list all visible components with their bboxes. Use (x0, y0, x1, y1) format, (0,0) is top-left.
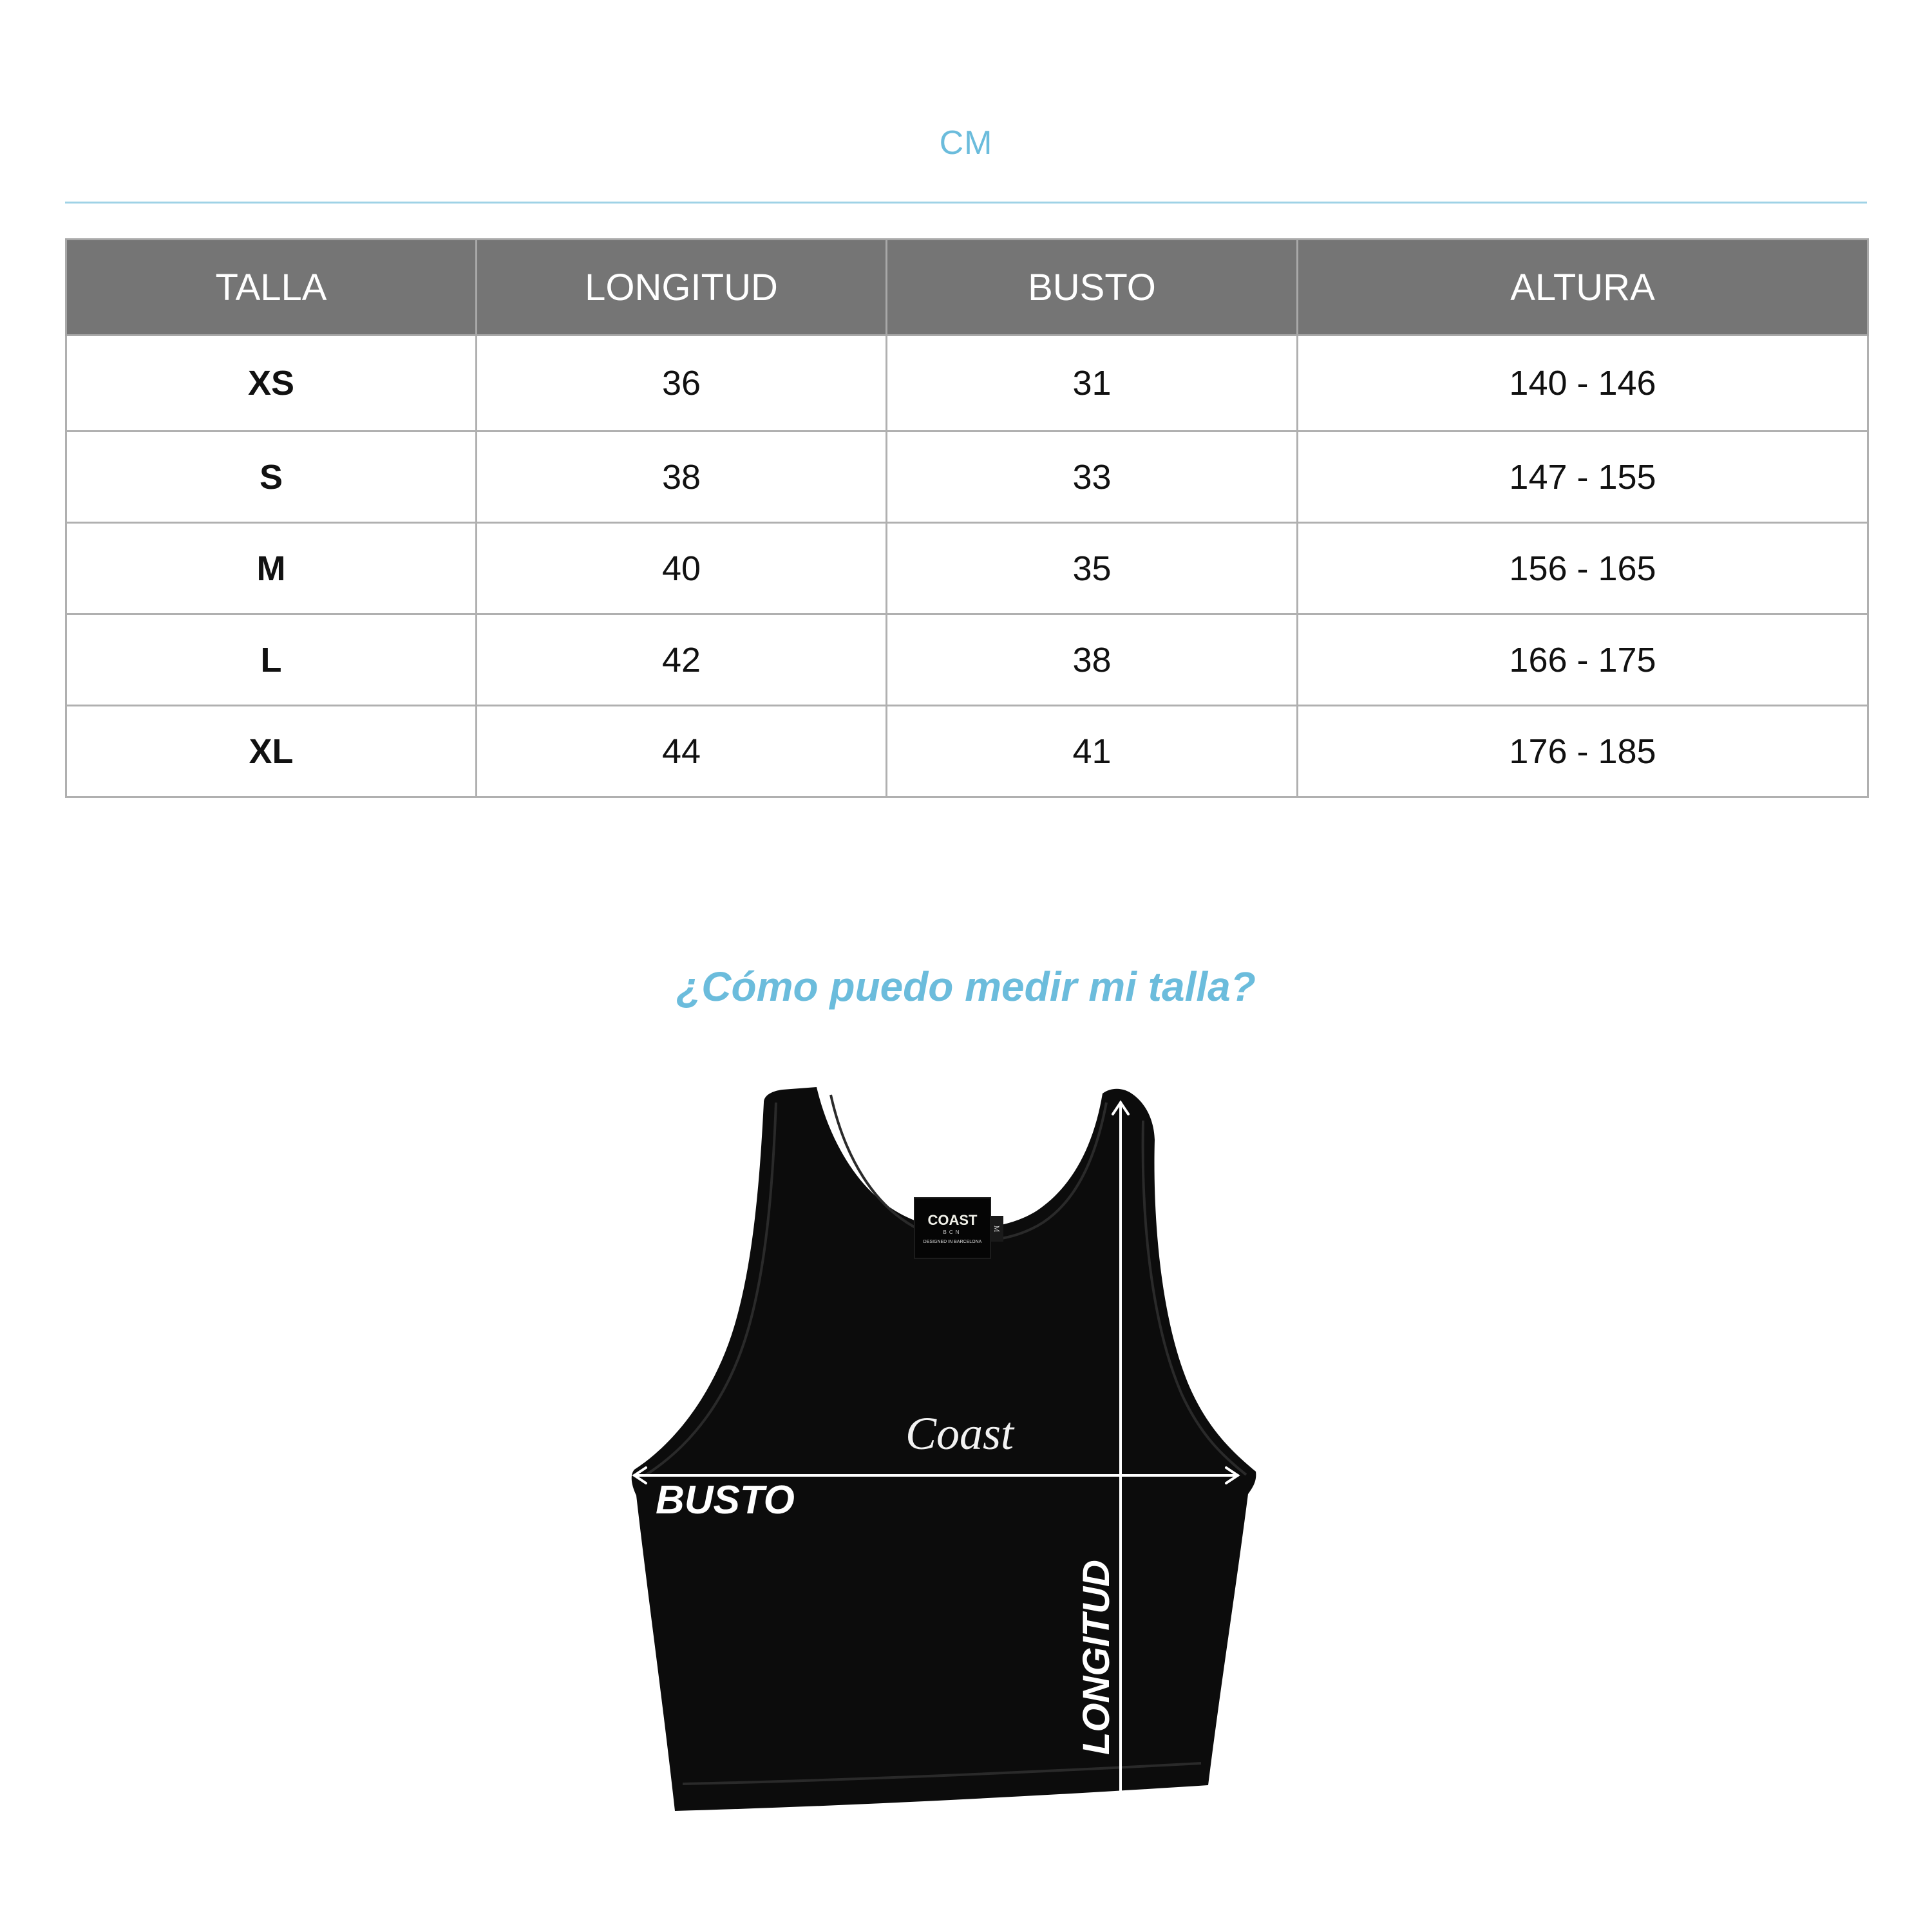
size-cell: XS (66, 336, 477, 431)
size-cell: S (66, 431, 477, 523)
label-sub: BCN (943, 1229, 962, 1235)
chest-logo: Coast (905, 1408, 1014, 1459)
busto-cell: 35 (887, 523, 1298, 614)
busto-label: BUSTO (656, 1478, 795, 1522)
label-tagline: DESIGNED IN BARCELONA (923, 1240, 982, 1244)
altura-cell: 140 - 146 (1298, 336, 1868, 431)
altura-cell: 147 - 155 (1298, 431, 1868, 523)
column-header-longitud: LONGITUD (477, 240, 887, 336)
altura-cell: 166 - 175 (1298, 614, 1868, 706)
busto-cell: 31 (887, 336, 1298, 431)
altura-cell: 156 - 165 (1298, 523, 1868, 614)
size-cell: XL (66, 706, 477, 797)
unit-title: CM (939, 124, 993, 162)
size-cell: M (66, 523, 477, 614)
size-cell: L (66, 614, 477, 706)
measure-guide-title: ¿Cómo puedo medir mi talla? (676, 963, 1256, 1010)
longitud-cell: 36 (477, 336, 887, 431)
longitud-label: LONGITUD (1075, 1560, 1117, 1755)
column-header-talla: TALLA (66, 240, 477, 336)
longitud-cell: 38 (477, 431, 887, 523)
column-header-altura: ALTURA (1298, 240, 1868, 336)
longitud-cell: 42 (477, 614, 887, 706)
altura-cell: 176 - 185 (1298, 706, 1868, 797)
neck-label (914, 1198, 1003, 1258)
longitud-cell: 44 (477, 706, 887, 797)
longitud-cell: 40 (477, 523, 887, 614)
busto-cell: 33 (887, 431, 1298, 523)
label-size-tag: M (992, 1225, 1001, 1233)
busto-cell: 41 (887, 706, 1298, 797)
column-header-busto: BUSTO (887, 240, 1298, 336)
busto-cell: 38 (887, 614, 1298, 706)
label-brand: COAST (927, 1212, 978, 1228)
